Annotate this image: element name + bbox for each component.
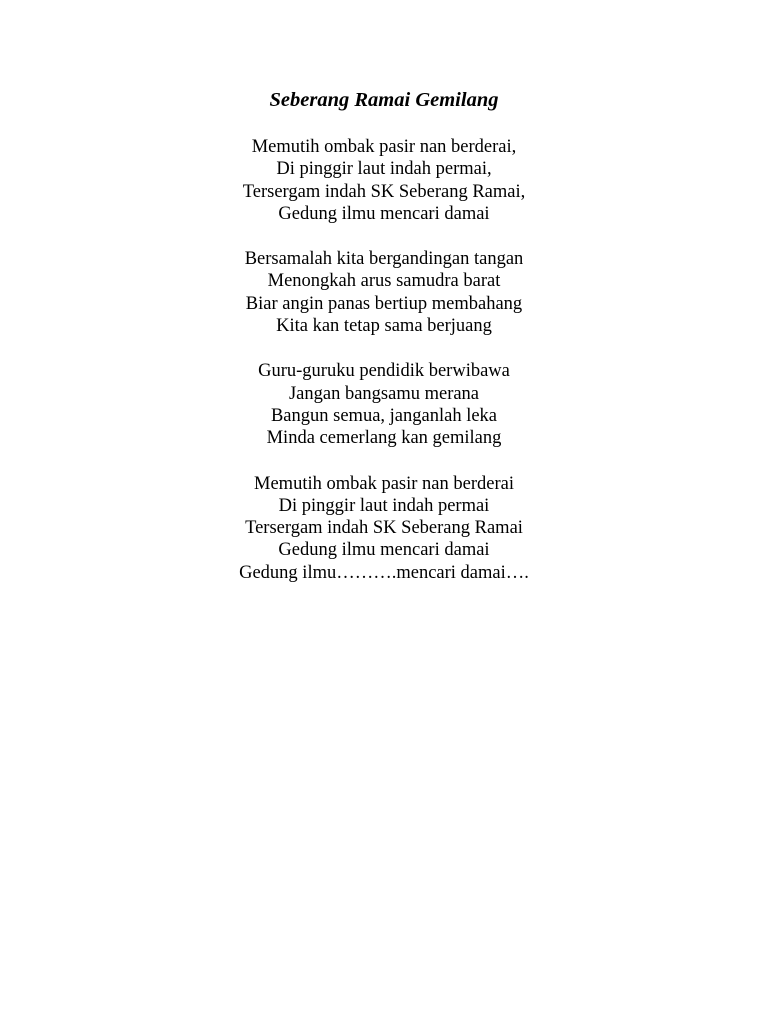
poem-line: Tersergam indah SK Seberang Ramai, (242, 181, 526, 202)
poem-line: Memutih ombak pasir nan berderai (254, 473, 514, 494)
poem-line: Gedung ilmu mencari damai (278, 540, 490, 561)
poem-line: Guru-guruku pendidik berwibawa (258, 361, 510, 382)
poem-line: Bangun semua, janganlah leka (270, 405, 498, 426)
poem-line: Di pinggir laut indah permai, (276, 159, 492, 180)
stanza-2 (0, 248, 768, 337)
poem-line: Kita kan tetap sama berjuang (276, 316, 492, 337)
poem-line: Minda cemerlang kan gemilang (266, 428, 502, 449)
stanza-4 (0, 473, 768, 584)
poem-line: Tersergam indah SK Seberang Ramai (245, 518, 523, 539)
poem-line: Bersamalah kita bergandingan tangan (244, 249, 524, 270)
poem-line: Di pinggir laut indah permai (278, 495, 490, 516)
poem-stanzas (0, 136, 768, 584)
poem-line: Memutih ombak pasir nan berderai, (251, 137, 517, 157)
poem-line: Menongkah arus samudra barat (267, 271, 501, 292)
poem-title: Seberang Ramai Gemilang (269, 89, 499, 111)
poem-line: Jangan bangsamu merana (288, 383, 480, 404)
poem-line: Gedung ilmu……….mencari damai…. (239, 562, 529, 583)
poem-content (0, 87, 768, 607)
poem-line: Biar angin panas bertiup membahang (245, 293, 523, 314)
stanza-1 (0, 136, 768, 225)
poem-line: Gedung ilmu mencari damai (278, 203, 490, 224)
stanza-3 (0, 360, 768, 449)
